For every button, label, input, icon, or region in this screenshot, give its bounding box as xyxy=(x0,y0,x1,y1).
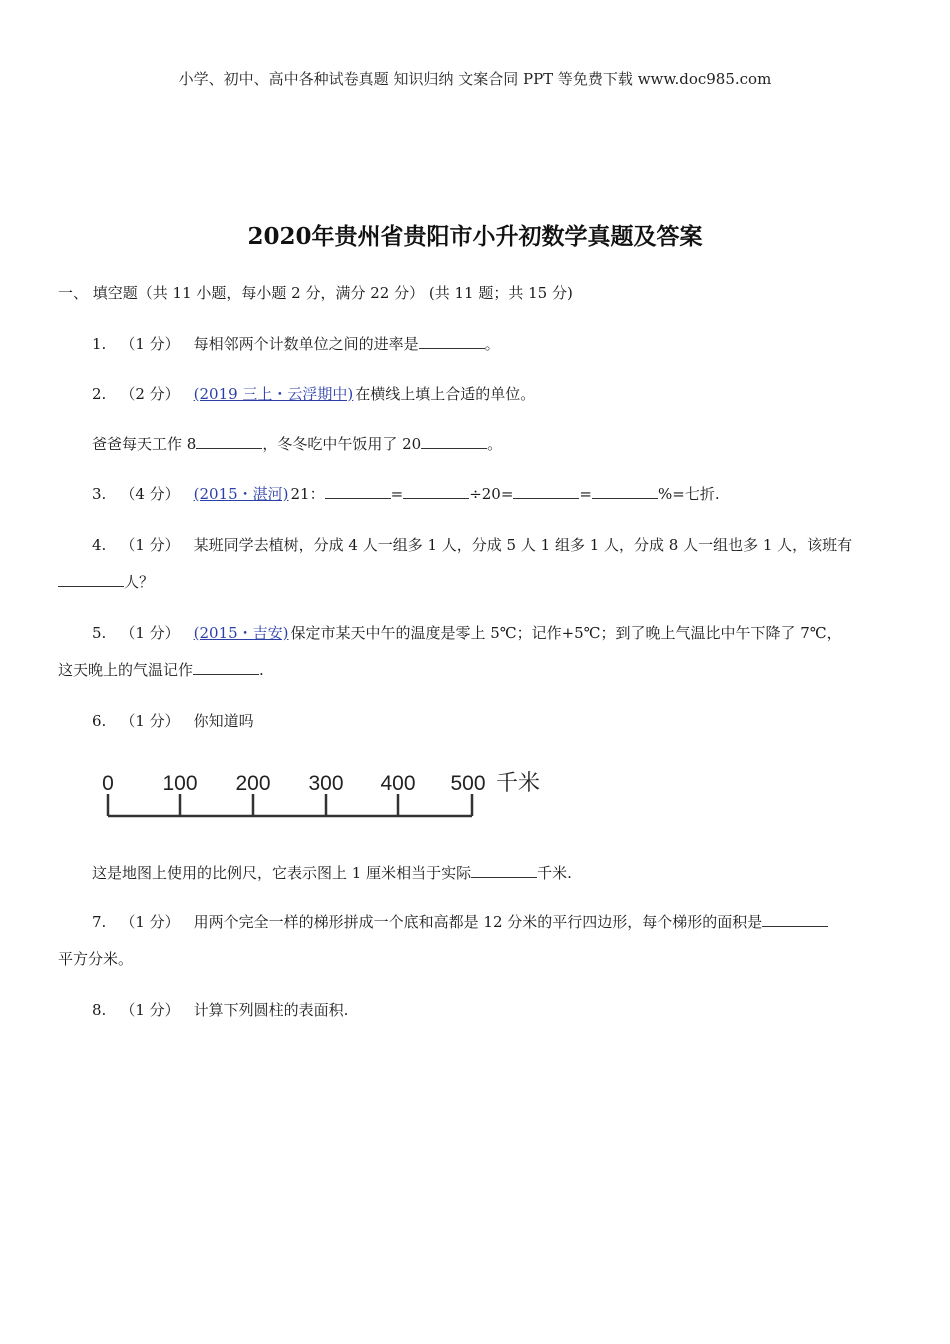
question-score: （1 分） xyxy=(120,624,180,642)
scale-label: 100 xyxy=(162,772,198,795)
scale-label: 200 xyxy=(235,772,271,795)
equals-sign: = xyxy=(579,485,592,503)
scale-label: 0 xyxy=(102,772,114,795)
question-text: 这是地图上使用的比例尺，它表示图上 1 厘米相当于实际 xyxy=(92,864,472,882)
answer-blank[interactable] xyxy=(403,484,469,499)
question-number: 8. xyxy=(92,1001,107,1019)
question-text: 21： xyxy=(290,485,325,503)
question-2 xyxy=(92,383,535,404)
question-score: （1 分） xyxy=(120,913,180,931)
question-7-line-2 xyxy=(58,948,133,969)
source-link[interactable]: (2019 三上・云浮期中) xyxy=(193,385,354,403)
question-text: ，冬冬吃中午饭用了 20 xyxy=(262,435,422,453)
question-text: 你知道吗 xyxy=(193,712,254,730)
scale-label: 500 xyxy=(450,772,486,795)
question-number: 1. xyxy=(92,335,107,353)
question-8 xyxy=(92,999,348,1020)
answer-blank[interactable] xyxy=(762,912,828,927)
question-score: （4 分） xyxy=(120,485,180,503)
source-link[interactable]: (2015・湛河) xyxy=(193,485,289,503)
question-5-line-2 xyxy=(58,659,264,680)
question-text: 某班同学去植树，分成 4 人一组多 1 人，分成 5 人 1 组多 1 人，分成 8 人一组也多 1 人，该班有 xyxy=(193,536,853,554)
scale-label: 300 xyxy=(308,772,344,795)
answer-blank[interactable] xyxy=(325,484,391,499)
scale-label: 400 xyxy=(380,772,416,795)
question-2-line-2 xyxy=(92,433,502,454)
question-6-line-2 xyxy=(92,862,572,883)
answer-blank[interactable] xyxy=(421,434,487,449)
question-text-end: %=七折. xyxy=(658,485,720,503)
question-number: 6. xyxy=(92,712,107,730)
question-text: 在横线上填上合适的单位。 xyxy=(355,385,536,403)
answer-blank[interactable] xyxy=(193,660,259,675)
answer-blank[interactable] xyxy=(196,434,262,449)
scale-unit: 千米 xyxy=(495,770,541,795)
answer-blank[interactable] xyxy=(58,572,124,587)
question-text: 爸爸每天工作 8 xyxy=(92,435,197,453)
map-scale-bar xyxy=(96,764,556,826)
question-6 xyxy=(92,710,254,731)
question-text-end: 。 xyxy=(484,335,500,353)
question-text-end: . xyxy=(259,661,264,679)
divide-sign: ÷20= xyxy=(469,485,514,503)
question-number: 3. xyxy=(92,485,107,503)
answer-blank[interactable] xyxy=(419,334,485,349)
question-score: （1 分） xyxy=(120,536,180,554)
answer-blank[interactable] xyxy=(471,863,537,878)
equals-sign: = xyxy=(390,485,404,503)
question-4-line-2 xyxy=(58,571,154,592)
question-score: （1 分） xyxy=(120,335,180,353)
question-text: 每相邻两个计数单位之间的进率是 xyxy=(193,335,419,353)
scale-ticks xyxy=(108,794,472,816)
source-link[interactable]: (2015・吉安) xyxy=(193,624,289,642)
question-text: 用两个完全一样的梯形拼成一个底和高都是 12 分米的平行四边形，每个梯形的面积是 xyxy=(193,913,763,931)
question-score: （1 分） xyxy=(120,712,180,730)
question-number: 7. xyxy=(92,913,107,931)
question-text: 保定市某天中午的温度是零上 5℃；记作+5℃；到了晚上气温比中午下降了 7℃， xyxy=(290,624,842,642)
question-3 xyxy=(92,483,720,504)
question-7 xyxy=(92,911,828,932)
question-text-end: 千米. xyxy=(537,864,572,882)
question-text: 平方分米。 xyxy=(58,950,134,968)
question-text: 这天晚上的气温记作 xyxy=(58,661,194,679)
question-text-end: 。 xyxy=(487,435,503,453)
page-title: 2020年贵州省贵阳市小升初数学真题及答案 xyxy=(247,223,703,250)
question-1 xyxy=(92,333,500,354)
question-number: 5. xyxy=(92,624,107,642)
question-text: 计算下列圆柱的表面积. xyxy=(193,1001,349,1019)
section-heading: 一、 填空题（共 11 小题，每小题 2 分，满分 22 分） (共 11 题；共 15 分) xyxy=(58,284,573,302)
question-4 xyxy=(92,534,852,555)
page-header: 小学、初中、高中各种试卷真题 知识归纳 文案合同 PPT 等免费下载 www.doc985.com xyxy=(178,70,772,88)
answer-blank[interactable] xyxy=(592,484,658,499)
answer-blank[interactable] xyxy=(513,484,579,499)
question-number: 4. xyxy=(92,536,107,554)
question-score: （2 分） xyxy=(120,385,180,403)
question-5 xyxy=(92,622,842,643)
question-number: 2. xyxy=(92,385,107,403)
question-text-end: 人？ xyxy=(124,573,155,591)
question-score: （1 分） xyxy=(120,1001,180,1019)
